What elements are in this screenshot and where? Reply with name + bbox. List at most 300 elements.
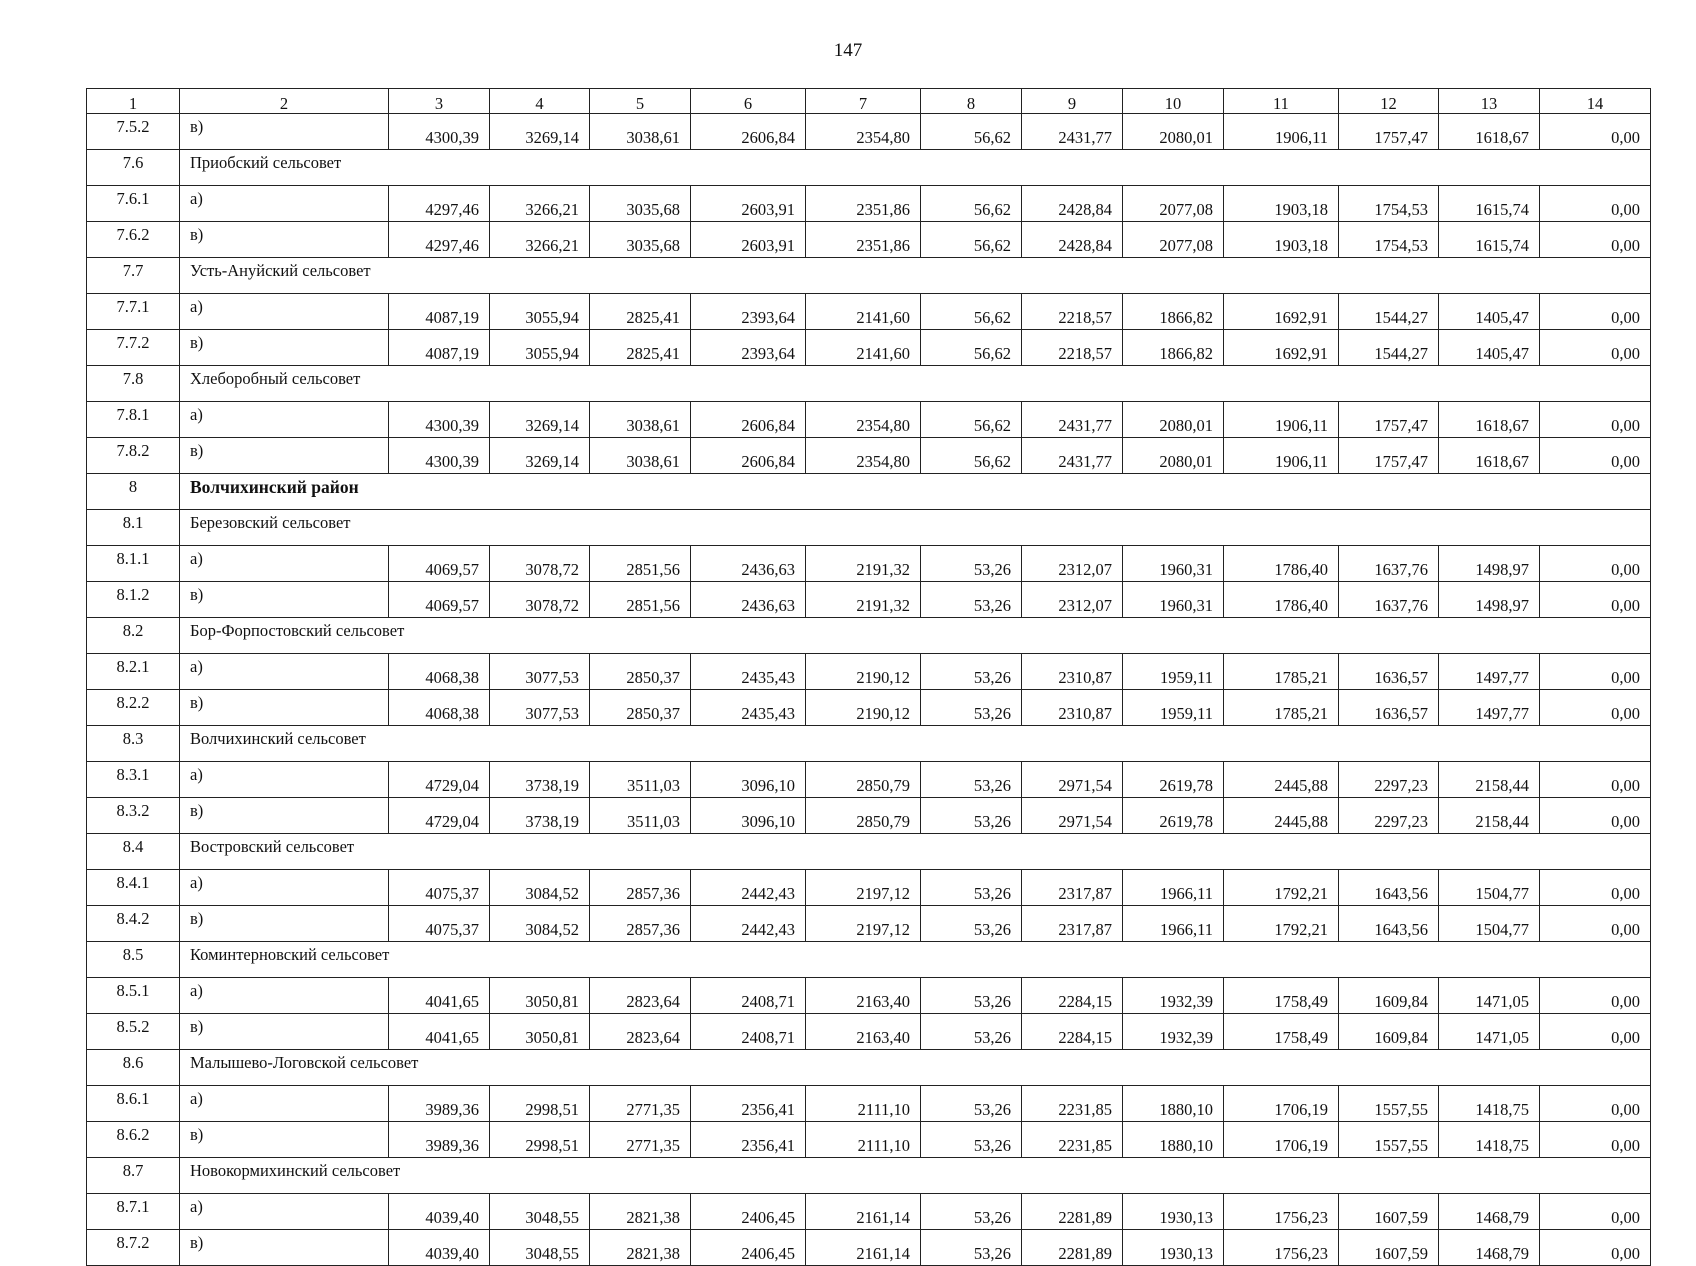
value-cell: 4068,38: [389, 690, 490, 726]
value-cell: 1497,77: [1439, 690, 1540, 726]
value-cell: 2408,71: [691, 978, 806, 1014]
value-cell: 56,62: [921, 222, 1022, 258]
settlement-name: Малышево-Логовской сельсовет: [180, 1050, 1651, 1086]
tariff-table: [86, 88, 1651, 1266]
value-cell: 3266,21: [490, 186, 590, 222]
settlement-row: [87, 258, 1651, 294]
settlement-row: [87, 942, 1651, 978]
value-cell: 3048,55: [490, 1194, 590, 1230]
value-cell: 3989,36: [389, 1086, 490, 1122]
row-code: 8.2.1: [87, 654, 180, 690]
value-cell: 1636,57: [1339, 690, 1439, 726]
value-cell: 2431,77: [1022, 438, 1123, 474]
settlement-row: [87, 510, 1651, 546]
value-cell: 3038,61: [590, 438, 691, 474]
value-cell: 53,26: [921, 546, 1022, 582]
value-cell: 0,00: [1540, 438, 1651, 474]
value-cell: 1756,23: [1224, 1230, 1339, 1266]
value-cell: 2393,64: [691, 330, 806, 366]
value-cell: 2231,85: [1022, 1122, 1123, 1158]
settlement-row: [87, 1158, 1651, 1194]
value-cell: 3035,68: [590, 222, 691, 258]
row-variant: а): [180, 1194, 389, 1230]
value-cell: 1880,10: [1123, 1122, 1224, 1158]
value-cell: 1637,76: [1339, 546, 1439, 582]
value-cell: 1544,27: [1339, 294, 1439, 330]
table-row: [87, 186, 1651, 222]
column-number-cell: 1: [87, 89, 180, 114]
value-cell: 0,00: [1540, 798, 1651, 834]
settlement-row: [87, 366, 1651, 402]
column-number-cell: 7: [806, 89, 921, 114]
value-cell: 2771,35: [590, 1122, 691, 1158]
value-cell: 2284,15: [1022, 1014, 1123, 1050]
value-cell: 3084,52: [490, 870, 590, 906]
value-cell: 1471,05: [1439, 1014, 1540, 1050]
value-cell: 2191,32: [806, 582, 921, 618]
value-cell: 53,26: [921, 1086, 1022, 1122]
value-cell: 3269,14: [490, 114, 590, 150]
column-number-cell: 3: [389, 89, 490, 114]
settlement-name: Приобский сельсовет: [180, 150, 1651, 186]
row-code: 8.2.2: [87, 690, 180, 726]
row-variant: в): [180, 1014, 389, 1050]
row-code: 8.3: [87, 726, 180, 762]
settlement-name: Хлеборобный сельсовет: [180, 366, 1651, 402]
value-cell: 2851,56: [590, 546, 691, 582]
value-cell: 2141,60: [806, 294, 921, 330]
value-cell: 1557,55: [1339, 1086, 1439, 1122]
value-cell: 1757,47: [1339, 402, 1439, 438]
value-cell: 0,00: [1540, 978, 1651, 1014]
value-cell: 1786,40: [1224, 582, 1339, 618]
settlement-row: [87, 834, 1651, 870]
value-cell: 2312,07: [1022, 546, 1123, 582]
value-cell: 0,00: [1540, 654, 1651, 690]
value-cell: 53,26: [921, 762, 1022, 798]
row-variant: в): [180, 582, 389, 618]
value-cell: 2428,84: [1022, 186, 1123, 222]
value-cell: 1609,84: [1339, 1014, 1439, 1050]
value-cell: 53,26: [921, 690, 1022, 726]
value-cell: 2163,40: [806, 978, 921, 1014]
value-cell: 2191,32: [806, 546, 921, 582]
value-cell: 2111,10: [806, 1086, 921, 1122]
value-cell: 2408,71: [691, 1014, 806, 1050]
value-cell: 4087,19: [389, 294, 490, 330]
value-cell: 1930,13: [1123, 1194, 1224, 1230]
value-cell: 2161,14: [806, 1230, 921, 1266]
value-cell: 56,62: [921, 114, 1022, 150]
value-cell: 3048,55: [490, 1230, 590, 1266]
value-cell: 2442,43: [691, 870, 806, 906]
value-cell: 53,26: [921, 906, 1022, 942]
row-code: 8.3.2: [87, 798, 180, 834]
table-row: [87, 798, 1651, 834]
row-code: 7.6.1: [87, 186, 180, 222]
value-cell: 2163,40: [806, 1014, 921, 1050]
value-cell: 1615,74: [1439, 186, 1540, 222]
value-cell: 1498,97: [1439, 582, 1540, 618]
settlement-name: Коминтерновский сельсовет: [180, 942, 1651, 978]
value-cell: 2393,64: [691, 294, 806, 330]
value-cell: 2445,88: [1224, 762, 1339, 798]
value-cell: 1960,31: [1123, 582, 1224, 618]
value-cell: 2445,88: [1224, 798, 1339, 834]
value-cell: 0,00: [1540, 762, 1651, 798]
value-cell: 2606,84: [691, 402, 806, 438]
value-cell: 1643,56: [1339, 906, 1439, 942]
value-cell: 1544,27: [1339, 330, 1439, 366]
value-cell: 2821,38: [590, 1194, 691, 1230]
row-code: 7.6: [87, 150, 180, 186]
row-variant: в): [180, 690, 389, 726]
value-cell: 1906,11: [1224, 402, 1339, 438]
value-cell: 2850,37: [590, 690, 691, 726]
row-code: 8.6: [87, 1050, 180, 1086]
value-cell: 1618,67: [1439, 114, 1540, 150]
row-variant: а): [180, 762, 389, 798]
value-cell: 2080,01: [1123, 438, 1224, 474]
value-cell: 4729,04: [389, 798, 490, 834]
value-cell: 4039,40: [389, 1230, 490, 1266]
value-cell: 1618,67: [1439, 438, 1540, 474]
value-cell: 4075,37: [389, 870, 490, 906]
value-cell: 1754,53: [1339, 186, 1439, 222]
row-code: 7.8.2: [87, 438, 180, 474]
value-cell: 3050,81: [490, 1014, 590, 1050]
value-cell: 2281,89: [1022, 1230, 1123, 1266]
value-cell: 1468,79: [1439, 1194, 1540, 1230]
value-cell: 2825,41: [590, 294, 691, 330]
column-number-row: [87, 89, 1651, 114]
table-row: [87, 294, 1651, 330]
value-cell: 53,26: [921, 978, 1022, 1014]
row-variant: а): [180, 978, 389, 1014]
value-cell: 2310,87: [1022, 654, 1123, 690]
row-code: 7.7: [87, 258, 180, 294]
value-cell: 1607,59: [1339, 1194, 1439, 1230]
value-cell: 1618,67: [1439, 402, 1540, 438]
value-cell: 2771,35: [590, 1086, 691, 1122]
settlement-name: Усть-Ануйский сельсовет: [180, 258, 1651, 294]
table-row: [87, 330, 1651, 366]
value-cell: 0,00: [1540, 222, 1651, 258]
row-variant: в): [180, 438, 389, 474]
row-variant: в): [180, 1230, 389, 1266]
value-cell: 2823,64: [590, 978, 691, 1014]
value-cell: 4068,38: [389, 654, 490, 690]
value-cell: 2406,45: [691, 1230, 806, 1266]
row-variant: а): [180, 402, 389, 438]
value-cell: 1418,75: [1439, 1122, 1540, 1158]
value-cell: 1615,74: [1439, 222, 1540, 258]
value-cell: 2436,63: [691, 582, 806, 618]
value-cell: 0,00: [1540, 1086, 1651, 1122]
value-cell: 3078,72: [490, 582, 590, 618]
page-number: 147: [833, 40, 863, 61]
value-cell: 2356,41: [691, 1086, 806, 1122]
value-cell: 2435,43: [691, 654, 806, 690]
value-cell: 4297,46: [389, 222, 490, 258]
value-cell: 2619,78: [1123, 798, 1224, 834]
value-cell: 56,62: [921, 186, 1022, 222]
value-cell: 53,26: [921, 582, 1022, 618]
value-cell: 0,00: [1540, 906, 1651, 942]
row-code: 8.4.1: [87, 870, 180, 906]
value-cell: 4297,46: [389, 186, 490, 222]
value-cell: 53,26: [921, 654, 1022, 690]
value-cell: 2998,51: [490, 1122, 590, 1158]
row-code: 8.5: [87, 942, 180, 978]
value-cell: 1405,47: [1439, 294, 1540, 330]
value-cell: 1758,49: [1224, 1014, 1339, 1050]
value-cell: 4041,65: [389, 1014, 490, 1050]
value-cell: 1903,18: [1224, 222, 1339, 258]
value-cell: 4087,19: [389, 330, 490, 366]
value-cell: 1792,21: [1224, 870, 1339, 906]
value-cell: 1557,55: [1339, 1122, 1439, 1158]
value-cell: 0,00: [1540, 294, 1651, 330]
value-cell: 1637,76: [1339, 582, 1439, 618]
value-cell: 1692,91: [1224, 294, 1339, 330]
row-variant: а): [180, 654, 389, 690]
row-variant: в): [180, 1122, 389, 1158]
value-cell: 3078,72: [490, 546, 590, 582]
district-row: [87, 474, 1651, 510]
value-cell: 2161,14: [806, 1194, 921, 1230]
value-cell: 2354,80: [806, 402, 921, 438]
value-cell: 2077,08: [1123, 222, 1224, 258]
value-cell: 2431,77: [1022, 402, 1123, 438]
value-cell: 3038,61: [590, 114, 691, 150]
value-cell: 3084,52: [490, 906, 590, 942]
row-variant: в): [180, 906, 389, 942]
row-code: 8.7.2: [87, 1230, 180, 1266]
table-row: [87, 762, 1651, 798]
value-cell: 2297,23: [1339, 762, 1439, 798]
value-cell: 4300,39: [389, 402, 490, 438]
row-code: 8.4.2: [87, 906, 180, 942]
value-cell: 2190,12: [806, 654, 921, 690]
row-variant: а): [180, 186, 389, 222]
settlement-row: [87, 150, 1651, 186]
value-cell: 2141,60: [806, 330, 921, 366]
value-cell: 1932,39: [1123, 1014, 1224, 1050]
value-cell: 3096,10: [691, 762, 806, 798]
value-cell: 2158,44: [1439, 762, 1540, 798]
value-cell: 3096,10: [691, 798, 806, 834]
table-row: [87, 1194, 1651, 1230]
value-cell: 3077,53: [490, 690, 590, 726]
row-code: 8.4: [87, 834, 180, 870]
value-cell: 53,26: [921, 1194, 1022, 1230]
value-cell: 4041,65: [389, 978, 490, 1014]
settlement-row: [87, 726, 1651, 762]
value-cell: 1906,11: [1224, 438, 1339, 474]
value-cell: 56,62: [921, 438, 1022, 474]
value-cell: 1497,77: [1439, 654, 1540, 690]
value-cell: 3511,03: [590, 798, 691, 834]
row-variant: в): [180, 798, 389, 834]
row-code: 8.5.1: [87, 978, 180, 1014]
value-cell: 53,26: [921, 798, 1022, 834]
value-cell: 1866,82: [1123, 294, 1224, 330]
value-cell: 4069,57: [389, 582, 490, 618]
value-cell: 56,62: [921, 294, 1022, 330]
value-cell: 2436,63: [691, 546, 806, 582]
value-cell: 2825,41: [590, 330, 691, 366]
value-cell: 2606,84: [691, 438, 806, 474]
value-cell: 1785,21: [1224, 654, 1339, 690]
value-cell: 2356,41: [691, 1122, 806, 1158]
value-cell: 1754,53: [1339, 222, 1439, 258]
value-cell: 4300,39: [389, 438, 490, 474]
value-cell: 1880,10: [1123, 1086, 1224, 1122]
value-cell: 2218,57: [1022, 294, 1123, 330]
value-cell: 0,00: [1540, 330, 1651, 366]
value-cell: 0,00: [1540, 690, 1651, 726]
row-code: 7.8.1: [87, 402, 180, 438]
value-cell: 2312,07: [1022, 582, 1123, 618]
value-cell: 1906,11: [1224, 114, 1339, 150]
settlement-row: [87, 1050, 1651, 1086]
value-cell: 3055,94: [490, 330, 590, 366]
value-cell: 4075,37: [389, 906, 490, 942]
column-number-cell: 2: [180, 89, 389, 114]
value-cell: 0,00: [1540, 186, 1651, 222]
value-cell: 2619,78: [1123, 762, 1224, 798]
value-cell: 3035,68: [590, 186, 691, 222]
row-variant: а): [180, 870, 389, 906]
value-cell: 3077,53: [490, 654, 590, 690]
value-cell: 4729,04: [389, 762, 490, 798]
table-row: [87, 438, 1651, 474]
table-row: [87, 1086, 1651, 1122]
row-code: 8.7: [87, 1158, 180, 1194]
value-cell: 0,00: [1540, 1122, 1651, 1158]
table-row: [87, 402, 1651, 438]
value-cell: 1758,49: [1224, 978, 1339, 1014]
column-number-cell: 4: [490, 89, 590, 114]
value-cell: 2197,12: [806, 870, 921, 906]
value-cell: 0,00: [1540, 582, 1651, 618]
value-cell: 56,62: [921, 330, 1022, 366]
value-cell: 1785,21: [1224, 690, 1339, 726]
value-cell: 0,00: [1540, 870, 1651, 906]
row-code: 8.6.1: [87, 1086, 180, 1122]
table-row: [87, 690, 1651, 726]
value-cell: 3055,94: [490, 294, 590, 330]
row-code: 8.7.1: [87, 1194, 180, 1230]
value-cell: 2281,89: [1022, 1194, 1123, 1230]
value-cell: 1405,47: [1439, 330, 1540, 366]
value-cell: 2190,12: [806, 690, 921, 726]
value-cell: 1757,47: [1339, 438, 1439, 474]
row-code: 8.2: [87, 618, 180, 654]
value-cell: 2297,23: [1339, 798, 1439, 834]
row-code: 7.7.2: [87, 330, 180, 366]
value-cell: 2077,08: [1123, 186, 1224, 222]
row-code: 8.1.2: [87, 582, 180, 618]
value-cell: 3269,14: [490, 438, 590, 474]
value-cell: 2428,84: [1022, 222, 1123, 258]
column-number-cell: 8: [921, 89, 1022, 114]
value-cell: 1498,97: [1439, 546, 1540, 582]
value-cell: 1471,05: [1439, 978, 1540, 1014]
value-cell: 0,00: [1540, 1014, 1651, 1050]
settlement-name: Березовский сельсовет: [180, 510, 1651, 546]
row-code: 8.3.1: [87, 762, 180, 798]
value-cell: 2431,77: [1022, 114, 1123, 150]
value-cell: 1756,23: [1224, 1194, 1339, 1230]
value-cell: 1930,13: [1123, 1230, 1224, 1266]
value-cell: 1959,11: [1123, 690, 1224, 726]
value-cell: 53,26: [921, 1014, 1022, 1050]
value-cell: 2857,36: [590, 906, 691, 942]
value-cell: 2218,57: [1022, 330, 1123, 366]
value-cell: 4069,57: [389, 546, 490, 582]
value-cell: 0,00: [1540, 402, 1651, 438]
row-code: 7.7.1: [87, 294, 180, 330]
value-cell: 0,00: [1540, 546, 1651, 582]
value-cell: 1468,79: [1439, 1230, 1540, 1266]
row-code: 8.1: [87, 510, 180, 546]
value-cell: 0,00: [1540, 114, 1651, 150]
value-cell: 2821,38: [590, 1230, 691, 1266]
row-variant: в): [180, 330, 389, 366]
value-cell: 3038,61: [590, 402, 691, 438]
value-cell: 2851,56: [590, 582, 691, 618]
value-cell: 1866,82: [1123, 330, 1224, 366]
column-number-cell: 9: [1022, 89, 1123, 114]
value-cell: 3266,21: [490, 222, 590, 258]
value-cell: 1757,47: [1339, 114, 1439, 150]
value-cell: 1418,75: [1439, 1086, 1540, 1122]
table-row: [87, 906, 1651, 942]
value-cell: 2406,45: [691, 1194, 806, 1230]
value-cell: 2354,80: [806, 438, 921, 474]
value-cell: 2435,43: [691, 690, 806, 726]
value-cell: 2850,79: [806, 762, 921, 798]
column-number-cell: 11: [1224, 89, 1339, 114]
column-number-cell: 10: [1123, 89, 1224, 114]
district-name: Волчихинский район: [180, 474, 1651, 510]
value-cell: 1786,40: [1224, 546, 1339, 582]
value-cell: 2857,36: [590, 870, 691, 906]
row-code: 7.6.2: [87, 222, 180, 258]
table-row: [87, 1230, 1651, 1266]
value-cell: 2971,54: [1022, 762, 1123, 798]
value-cell: 2354,80: [806, 114, 921, 150]
value-cell: 1607,59: [1339, 1230, 1439, 1266]
settlement-name: Новокормихинский сельсовет: [180, 1158, 1651, 1194]
row-code: 7.8: [87, 366, 180, 402]
value-cell: 53,26: [921, 1122, 1022, 1158]
row-code: 7.5.2: [87, 114, 180, 150]
value-cell: 56,62: [921, 402, 1022, 438]
column-number-cell: 12: [1339, 89, 1439, 114]
value-cell: 53,26: [921, 1230, 1022, 1266]
table-row: [87, 222, 1651, 258]
value-cell: 3738,19: [490, 798, 590, 834]
table-row: [87, 1014, 1651, 1050]
table-row: [87, 546, 1651, 582]
value-cell: 2603,91: [691, 186, 806, 222]
value-cell: 1609,84: [1339, 978, 1439, 1014]
value-cell: 1966,11: [1123, 870, 1224, 906]
value-cell: 2317,87: [1022, 906, 1123, 942]
